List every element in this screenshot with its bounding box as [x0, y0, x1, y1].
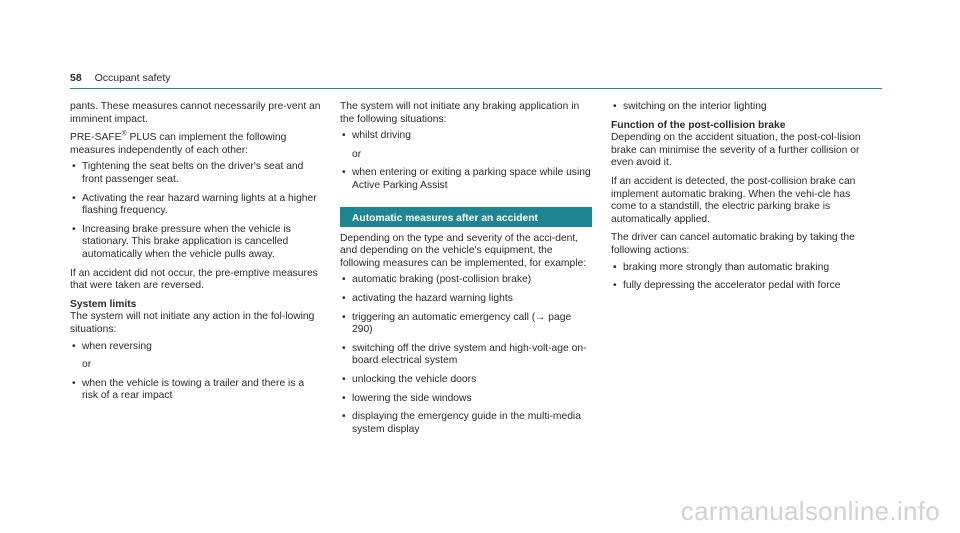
list-item: • fully depressing the accelerator pedal with force	[611, 280, 863, 293]
registered-mark: ®	[121, 130, 127, 138]
cancel-actions-list	[611, 262, 863, 293]
measures-list	[70, 161, 322, 261]
heading-post-collision-brake: Function of the post-collision brake	[611, 119, 786, 131]
braking-list-2	[340, 167, 592, 192]
paragraph: The system will not initiate any braking application in the following situations:	[340, 101, 580, 125]
list-item: • braking more strongly than automatic braking	[611, 262, 863, 275]
paragraph: Depending on the type and severity of the acci-dent, and depending on the vehicle's equipment, the following measures can be implemented, for example:	[340, 232, 587, 269]
list-item: • when entering or exiting a parking space while using Active Parking Assist	[340, 167, 592, 192]
list-item: • whilst driving	[340, 130, 592, 143]
column-left	[70, 101, 322, 409]
limits-list-2	[70, 378, 322, 403]
header-divider	[70, 88, 882, 89]
page-header	[70, 72, 170, 84]
paragraph: If an accident is detected, the post-collision brake can implement automatic braking. When the vehi-cle has come to a standstill, the electric parking brake is automatically applied.	[611, 175, 856, 225]
or-text: or	[82, 359, 92, 371]
page-number: 58	[70, 72, 82, 84]
list-item: • unlocking the vehicle doors	[340, 374, 592, 387]
list-item: • Activating the rear hazard warning lights at a higher flashing frequency.	[70, 193, 322, 218]
section-banner: Automatic measures after an accident	[340, 207, 592, 227]
list-item: • displaying the emergency guide in the multi-media system display	[340, 411, 592, 436]
lighting-list	[611, 101, 863, 114]
column-middle	[340, 101, 592, 442]
pre-safe-label: PRE-SAFE	[70, 132, 122, 144]
list-item: • automatic braking (post-collision brake)	[340, 274, 592, 287]
section-title: Occupant safety	[94, 72, 171, 84]
list-item: • switching off the drive system and high-volt-age on-board electrical system	[340, 343, 592, 368]
paragraph-pre-safe	[70, 132, 322, 157]
paragraph: If an accident did not occur, the pre-emptive measures that were taken are reversed.	[70, 267, 318, 292]
pre-safe-text: PLUS can implement the following measures independently of each other:	[70, 132, 287, 156]
list-item: • lowering the side windows	[340, 393, 592, 406]
heading-system-limits: System limits	[70, 298, 137, 310]
list-item: • activating the hazard warning lights	[340, 293, 592, 306]
accident-measures-list	[340, 274, 592, 436]
paragraph: The system will not initiate any action in the fol-lowing situations:	[70, 311, 315, 335]
list-item: • switching on the interior lighting	[611, 101, 863, 114]
paragraph: pants. These measures cannot necessarily pre-vent an imminent impact.	[70, 101, 321, 125]
paragraph: Depending on the accident situation, the post-col-lision brake can minimise the severity of a further collision or even avoid it.	[611, 132, 861, 169]
list-item: • when reversing	[70, 341, 322, 354]
limits-list	[70, 341, 322, 354]
or-text: or	[352, 148, 362, 160]
braking-list	[340, 130, 592, 143]
list-item: • Tightening the seat belts on the driver's seat and front passenger seat.	[70, 161, 322, 186]
paragraph: The driver can cancel automatic braking by taking the following actions:	[611, 232, 855, 256]
list-item: • triggering an automatic emergency call (→ page 290)	[340, 312, 592, 337]
watermark: carmanualsonline.info	[680, 496, 940, 526]
list-item: • Increasing brake pressure when the vehicle is stationary. This brake application is cancelled automatically when the vehicle pulls away.	[70, 224, 322, 262]
column-right	[611, 101, 863, 299]
list-item: • when the vehicle is towing a trailer and there is a risk of a rear impact	[70, 378, 322, 403]
